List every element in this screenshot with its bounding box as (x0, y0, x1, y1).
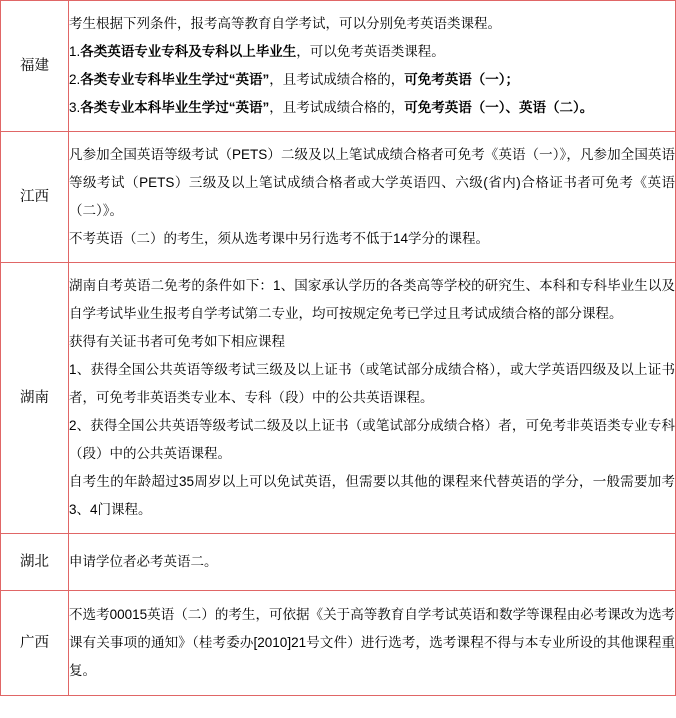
body-text: 申请学位者必考英语二。 (69, 554, 218, 569)
policy-paragraph (69, 141, 675, 225)
policy-content-cell (69, 1, 676, 132)
table-row (1, 132, 676, 263)
policy-paragraph (69, 38, 675, 66)
policy-content-cell (69, 591, 676, 696)
policy-paragraph (69, 272, 675, 328)
policy-paragraph (69, 94, 675, 122)
body-text: ，可以免考英语类课程。 (296, 44, 445, 59)
body-text: 不选考00015英语（二）的考生，可依据《关于高等教育自学考试英语和数学等课程由必考课改为选考课有关事项的通知》（桂考委办[2010]21号文件）进行选考，选考课程不得与本专业所设的其他课程重复。 (69, 607, 675, 678)
policy-paragraph (69, 412, 675, 468)
policy-paragraph (69, 356, 675, 412)
policy-paragraph (69, 10, 675, 38)
body-text: 湖南自考英语二免考的条件如下：1、国家承认学历的各类高等学校的研究生、本科和专科毕业生以及自学考试毕业生报考自学考试第二专业，均可按规定免考已学过且考试成绩合格的部分课程。 (69, 278, 675, 321)
table-row (1, 263, 676, 534)
policy-content-cell (69, 132, 676, 263)
body-text: 获得有关证书者可免考如下相应课程 (69, 334, 285, 349)
policy-paragraph (69, 548, 675, 576)
emphasis-text: 各类专业本科毕业生学过“英语” (80, 100, 270, 115)
emphasis-text: 各类专业专科毕业生学过“英语” (80, 72, 270, 87)
province-name-cell: 湖南 (1, 263, 69, 534)
body-text: 2. (69, 72, 81, 87)
policy-content-cell (69, 263, 676, 534)
body-text: 自考生的年龄超过35周岁以上可以免试英语，但需要以其他的课程来代替英语的学分，一般需要加考3、4门课程。 (69, 474, 675, 517)
table-row (1, 591, 676, 696)
policy-content-cell (69, 534, 676, 591)
province-name-cell: 湖北 (1, 534, 69, 591)
table-row (1, 1, 676, 132)
body-text: 1、获得全国公共英语等级考试三级及以上证书（或笔试部分成绩合格），或大学英语四级及以上证书者，可免考非英语类专业本、专科（段）中的公共英语课程。 (69, 362, 675, 405)
table-row (1, 534, 676, 591)
province-name-cell: 广西 (1, 591, 69, 696)
emphasis-text: 各类英语专业专科及专科以上毕业生 (80, 44, 297, 59)
body-text: ，且考试成绩合格的， (269, 100, 405, 115)
policy-paragraph (69, 601, 675, 685)
policy-paragraph (69, 66, 675, 94)
policy-paragraph (69, 225, 675, 253)
body-text: 凡参加全国英语等级考试（PETS）二级及以上笔试成绩合格者可免考《英语（一）》，凡参加全国英语等级考试（PETS）三级及以上笔试成绩合格者或大学英语四、六级(省内)合格证书者可免考《英语（二）》。 (69, 147, 675, 218)
table-body (1, 1, 676, 696)
body-text: ，且考试成绩合格的， (269, 72, 405, 87)
body-text: 3. (69, 100, 81, 115)
policy-paragraph (69, 468, 675, 524)
emphasis-text: 可免考英语（一）； (404, 72, 520, 87)
body-text: 1. (69, 44, 81, 59)
body-text: 考生根据下列条件，报考高等教育自学考试，可以分别免考英语类课程。 (69, 16, 501, 31)
body-text: 2、获得全国公共英语等级考试二级及以上证书（或笔试部分成绩合格）者，可免考非英语类专业专科（段）中的公共英语课程。 (69, 418, 675, 461)
province-name-cell: 江西 (1, 132, 69, 263)
province-name-cell: 福建 (1, 1, 69, 132)
body-text: 不考英语（二）的考生，须从选考课中另行选考不低于14学分的课程。 (69, 231, 490, 246)
emphasis-text: 可免考英语（一）、英语（二）。 (404, 100, 594, 115)
policy-paragraph (69, 328, 675, 356)
